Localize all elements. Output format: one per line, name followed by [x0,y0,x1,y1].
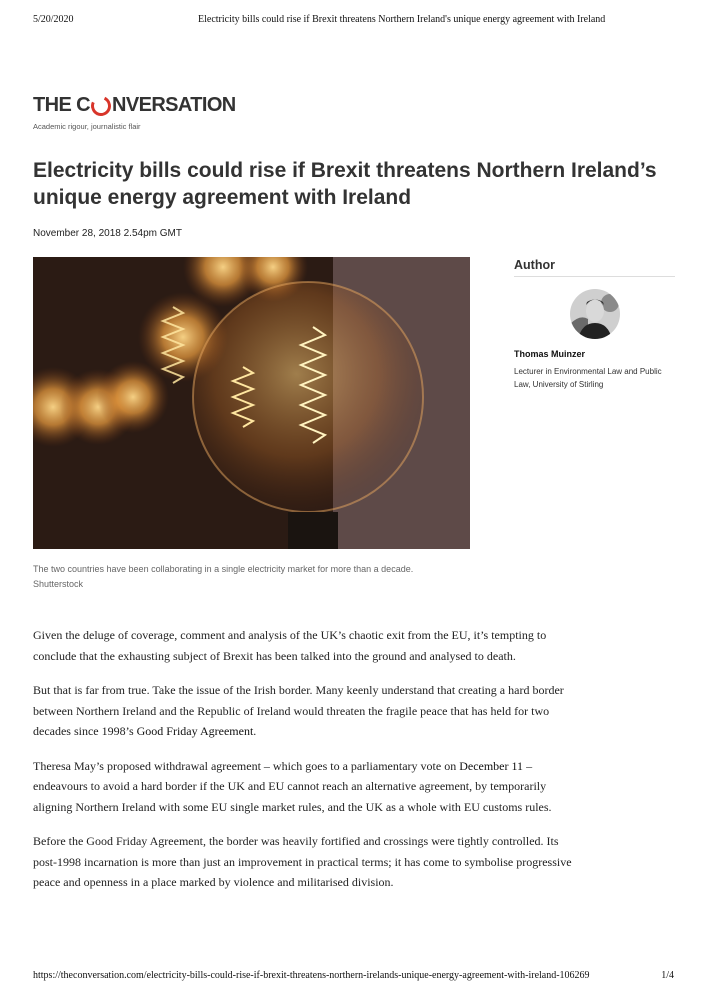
print-url: https://theconversation.com/electricity-bills-could-rise-if-brexit-threatens-northern-irelands-unique-energy-agreement-with-ireland-106269 [33,970,590,981]
paragraph: Before the Good Friday Agreement, the border was heavily fortified and crossings were tightly controlled. Its post-1998 incarnation is more than just an improvement in practical terms; it has come to symbolise progressive peace and openness in a place marked by violence and militarised division. [33,834,572,889]
paragraph: Given the deluge of coverage, comment and analysis of the UK’s chaotic exit from the EU, it’s tempting to conclude that the exhausting subject of Brexit has been talked into the ground and analysed to death. [33,628,547,663]
caption-text: The two countries have been collaborating in a single electricity market for more than a decade. [33,564,414,574]
paragraph [33,756,573,818]
print-title: Electricity bills could rise if Brexit threatens Northern Ireland's unique energy agreement with Ireland [198,14,606,25]
print-date: 5/20/2020 [33,14,74,25]
logo-text-start: THE C [33,94,91,116]
author-panel [514,258,675,391]
good-friday-agreement-link[interactable]: Good Friday Agreement [136,724,254,738]
hero-image-lightbulbs [33,257,470,549]
author-portrait-icon [570,289,620,339]
paragraph [33,680,573,742]
author-heading: Author [514,258,675,277]
image-credit: Shutterstock [33,579,84,589]
article-title: Electricity bills could rise if Brexit threatens Northern Ireland’s unique energy agreement with Ireland [33,159,657,209]
lightbulbs-illustration [33,257,470,549]
december-11-link[interactable]: December 11 [459,758,524,773]
paragraph-text: But that is far from true. Take the issue of the Irish border. Many keenly understand that creating a hard border between Northern Ireland and the Republic of Ireland would threaten the fragile peace that has held for two decades since 1998’s [33,683,564,738]
logo-text-end: NVERSATION [112,94,236,116]
paragraph-text: – endeavours to avoid a hard border if the UK and EU cannot reach an alternative agreement, by temporarily aligning Northern Ireland with some EU single market rules, and the UK as a whole with EU customs rules. [33,758,552,814]
author-avatar[interactable] [570,289,620,339]
paragraph-text: . [253,724,257,738]
author-name[interactable]: Thomas Muinzer [514,349,586,359]
article-date: November 28, 2018 2.54pm GMT [33,228,182,239]
site-logo[interactable] [33,94,236,117]
page-number: 1/4 [661,970,674,981]
site-tagline: Academic rigour, journalistic flair [33,122,141,131]
logo-o-icon [88,93,114,119]
article-body [33,625,573,907]
paragraph-text: Theresa May’s proposed withdrawal agreement – which goes to a parliamentary vote on [33,758,460,773]
image-caption [33,562,473,592]
author-role: Lecturer in Environmental Law and Public Law, University of Stirling [514,367,662,389]
